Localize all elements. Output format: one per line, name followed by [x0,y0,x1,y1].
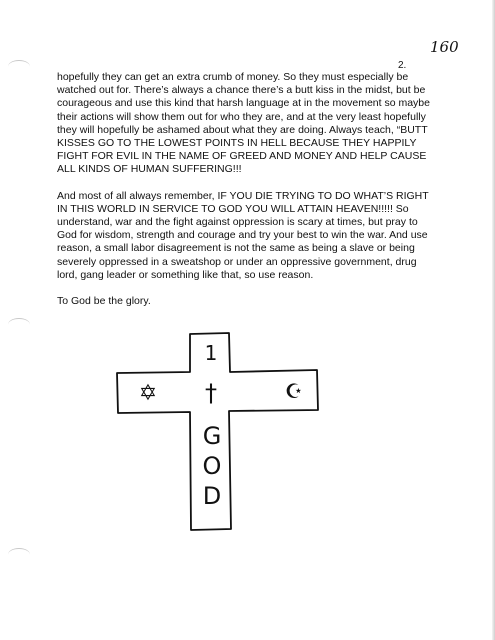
handwritten-page-number: 160 [430,38,459,56]
paragraph-1: hopefully they can get an extra crumb of money. So they must especially be watched out for. There’s always a chance there’s a butt kiss in the midst, but be courageous and use this kind that harsh language at in the movement so maybe their actions will show them out for who they are, and at the very least hopefully they will hopefully be ashamed about what they are doing. Always teach, “BUTT KISSES GO TO THE LOWEST POINTS IN HELL BECAUSE THEY HAPPILY FIGHT FOR EVIL IN THE NAME OF GREED AND MONEY AND HELP CAUSE ALL KINDS OF HUMAN SUFFERING!!! [57,71,430,176]
closing-line: To God be the glory. [57,295,151,308]
page-number: 2. [398,60,407,71]
star-of-david-icon: ✡ [138,381,158,406]
cross-center-symbol: † [205,379,217,407]
cross-top-numeral: 1 [204,341,218,365]
document-body [57,71,432,321]
punch-hole-mark [8,548,30,561]
god-letter-g: G [202,422,222,450]
paragraph-2: And most of all always remember, IF YOU DIE TRYING TO DO WHAT’S RIGHT IN THIS WORLD IN SERVICE TO GOD YOU WILL ATTAIN HEAVEN!!!!! So understand, war and the fight against oppression is scary at times, but pray to God for wisdom, strength and courage and try your best to win the war. And use reason, a small labor disagreement is not the same as being a slave or being severely oppressed in a sweatshop or under an oppressive government, drug lord, gang leader or something like that, so use reason. [57,189,429,281]
cross-drawing [116,332,326,532]
punch-hole-mark [8,60,30,73]
god-letter-o: O [202,452,222,480]
crescent-icon: ☪ [285,379,303,403]
god-letter-d: D [202,482,222,510]
punch-hole-mark [8,318,30,331]
